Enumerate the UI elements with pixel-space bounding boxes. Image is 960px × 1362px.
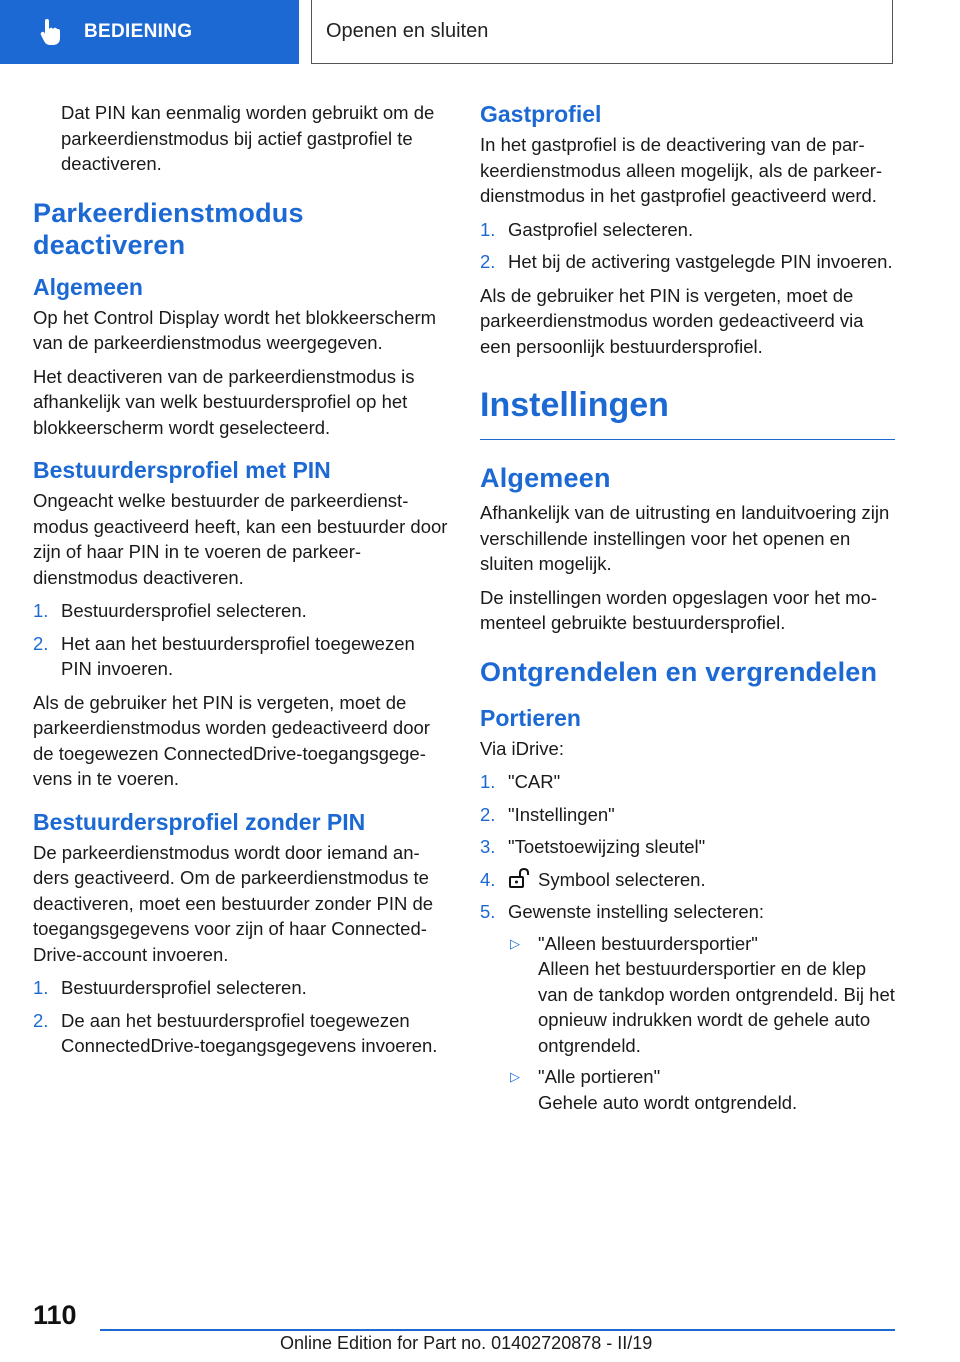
paragraph: Als de gebruiker het PIN is vergeten, moet de parkeerdienstmodus worden gedeactiveerd door de toegewezen ConnectedDrive-toegangsgegevens in te voeren. — [33, 691, 430, 789]
step-number: 1. — [33, 600, 49, 621]
step-number: 2. — [33, 632, 49, 654]
step-number: 3. — [480, 836, 496, 857]
paragraph: Ongeacht welke bestuurder de parkeerdienstmodus geactiveerd heeft, kan een bestuurder door zijn of haar PIN in te voeren de parkeerdienstmodus deactiveren. — [33, 490, 448, 588]
steps-list — [480, 217, 895, 275]
list-item — [33, 598, 448, 624]
heading-algemeen-right: Algemeen — [480, 463, 611, 493]
step-number: 2. — [33, 1009, 49, 1031]
step-number: 1. — [33, 977, 49, 998]
option-item — [508, 931, 895, 1059]
step-text: Gastprofiel selecteren. — [508, 218, 694, 240]
hand-pointer-icon — [36, 17, 66, 47]
step-text: Bestuurdersprofiel selecteren. — [61, 977, 307, 998]
section-label: BEDIENING — [84, 21, 193, 42]
step-text: "Toetstoewijzing sleutel" — [508, 836, 706, 857]
option-title: "Alle portieren" — [538, 1066, 661, 1087]
list-item — [33, 631, 448, 682]
heading-zonder-pin: Bestuurdersprofiel zonder PIN — [33, 808, 366, 835]
heading-gastprofiel: Gastprofiel — [480, 101, 602, 127]
paragraph: In het gastprofiel is de deactivering van de parkeerdienstmodus alleen mogelijk, als de parkeerdienstmodus in het gastprofiel geactiveerd werd. — [480, 134, 883, 206]
heading-instellingen: Instellingen — [480, 385, 895, 440]
list-item — [33, 975, 448, 1001]
chapter-header — [311, 0, 893, 64]
list-item — [480, 802, 895, 828]
page-number: 110 — [33, 1300, 77, 1330]
step-number: 2. — [480, 251, 496, 272]
heading-deactivate: Parkeerdienstmodus deactiveren — [33, 197, 304, 260]
step-number: 1. — [480, 218, 496, 240]
section-tab — [0, 0, 299, 64]
footer-divider — [100, 1329, 895, 1331]
list-item — [480, 834, 895, 860]
option-description: Gehele auto wordt ontgrendeld. — [538, 1091, 798, 1113]
triangle-bullet-icon: ▷ — [510, 1069, 520, 1084]
step-text: "CAR" — [508, 771, 561, 792]
chapter-label: Openen en sluiten — [326, 20, 489, 42]
option-item — [508, 1064, 895, 1115]
paragraph: De parkeerdienstmodus wordt door iemand anders geactiveerd. Om de parkeerdienstmodus te deactiveren, moet een bestuurder zonder PIN de toegangsgegevens voor zijn of haar ConnectedDrive-account invoeren. — [33, 841, 434, 965]
step-text: Gewenste instelling selecteren: — [508, 901, 765, 922]
heading-ontgrendelen: Ontgrendelen en vergrendelen — [480, 656, 878, 687]
paragraph: Afhankelijk van de uitrusting en landuitvoering zijn verschillende instellingen voor het openen en sluiten mogelijk. — [480, 502, 890, 574]
step-text: Symbool selecteren. — [538, 868, 706, 890]
step-text: Het aan het bestuurdersprofiel toegewezen PIN invoeren. — [61, 632, 415, 679]
triangle-bullet-icon: ▷ — [510, 935, 520, 951]
step-number: 5. — [480, 901, 496, 922]
paragraph: Via iDrive: — [480, 737, 564, 759]
paragraph: Het deactiveren van de parkeerdienstmodus is afhankelijk van welk bestuurdersprofiel op het blokkeerscherm wordt geselecteerd. — [33, 365, 415, 438]
step-text: Het bij de activering vastgelegde PIN invoeren. — [508, 251, 893, 272]
list-item — [480, 867, 895, 893]
steps-list — [480, 769, 895, 1115]
left-column — [33, 100, 448, 1067]
right-column — [480, 100, 895, 1123]
list-item — [33, 1008, 448, 1059]
steps-list — [33, 598, 448, 682]
list-item — [480, 217, 895, 243]
step-text: De aan het bestuurdersprofiel toegewezen ConnectedDrive-toegangsgegevens invoeren. — [61, 1009, 438, 1056]
steps-list — [33, 975, 448, 1059]
option-description: Alleen het bestuurdersportier en de klep van de tankdop worden ontgrendeld. Bij het opnieuw indrukken wordt de gehele auto ontgrendeld. — [538, 958, 895, 1056]
heading-portieren: Portieren — [480, 704, 581, 731]
list-item — [480, 769, 895, 795]
options-list — [508, 931, 895, 1116]
heading-algemeen-left: Algemeen — [33, 273, 143, 300]
heading-met-pin: Bestuurdersprofiel met PIN — [33, 457, 331, 483]
paragraph: Als de gebruiker het PIN is vergeten, moet de parkeerdienstmodus worden gedeactiveerd via een persoonlijk bestuurdersprofiel. — [480, 284, 864, 357]
step-text: Bestuurdersprofiel selecteren. — [61, 600, 307, 621]
step-text: "Instellingen" — [508, 803, 615, 825]
unlock-icon — [508, 867, 530, 889]
edition-text: Online Edition for Part no. 01402720878 - II/19 — [280, 1333, 653, 1353]
paragraph: De instellingen worden opgeslagen voor het momenteel gebruikte bestuurdersprofiel. — [480, 586, 877, 633]
list-item — [480, 899, 895, 1115]
step-number: 1. — [480, 771, 496, 792]
list-item — [480, 249, 895, 275]
step-number: 2. — [480, 803, 496, 825]
intro-paragraph: Dat PIN kan eenmalig worden gebruikt om de parkeerdienstmodus bij actief gastprofiel te deactiveren. — [61, 102, 435, 174]
paragraph: Op het Control Display wordt het blokkeerscherm van de parkeerdienstmodus weergegeven. — [33, 306, 437, 353]
step-number: 4. — [480, 868, 496, 890]
option-title: "Alleen bestuurdersportier" — [538, 932, 758, 954]
